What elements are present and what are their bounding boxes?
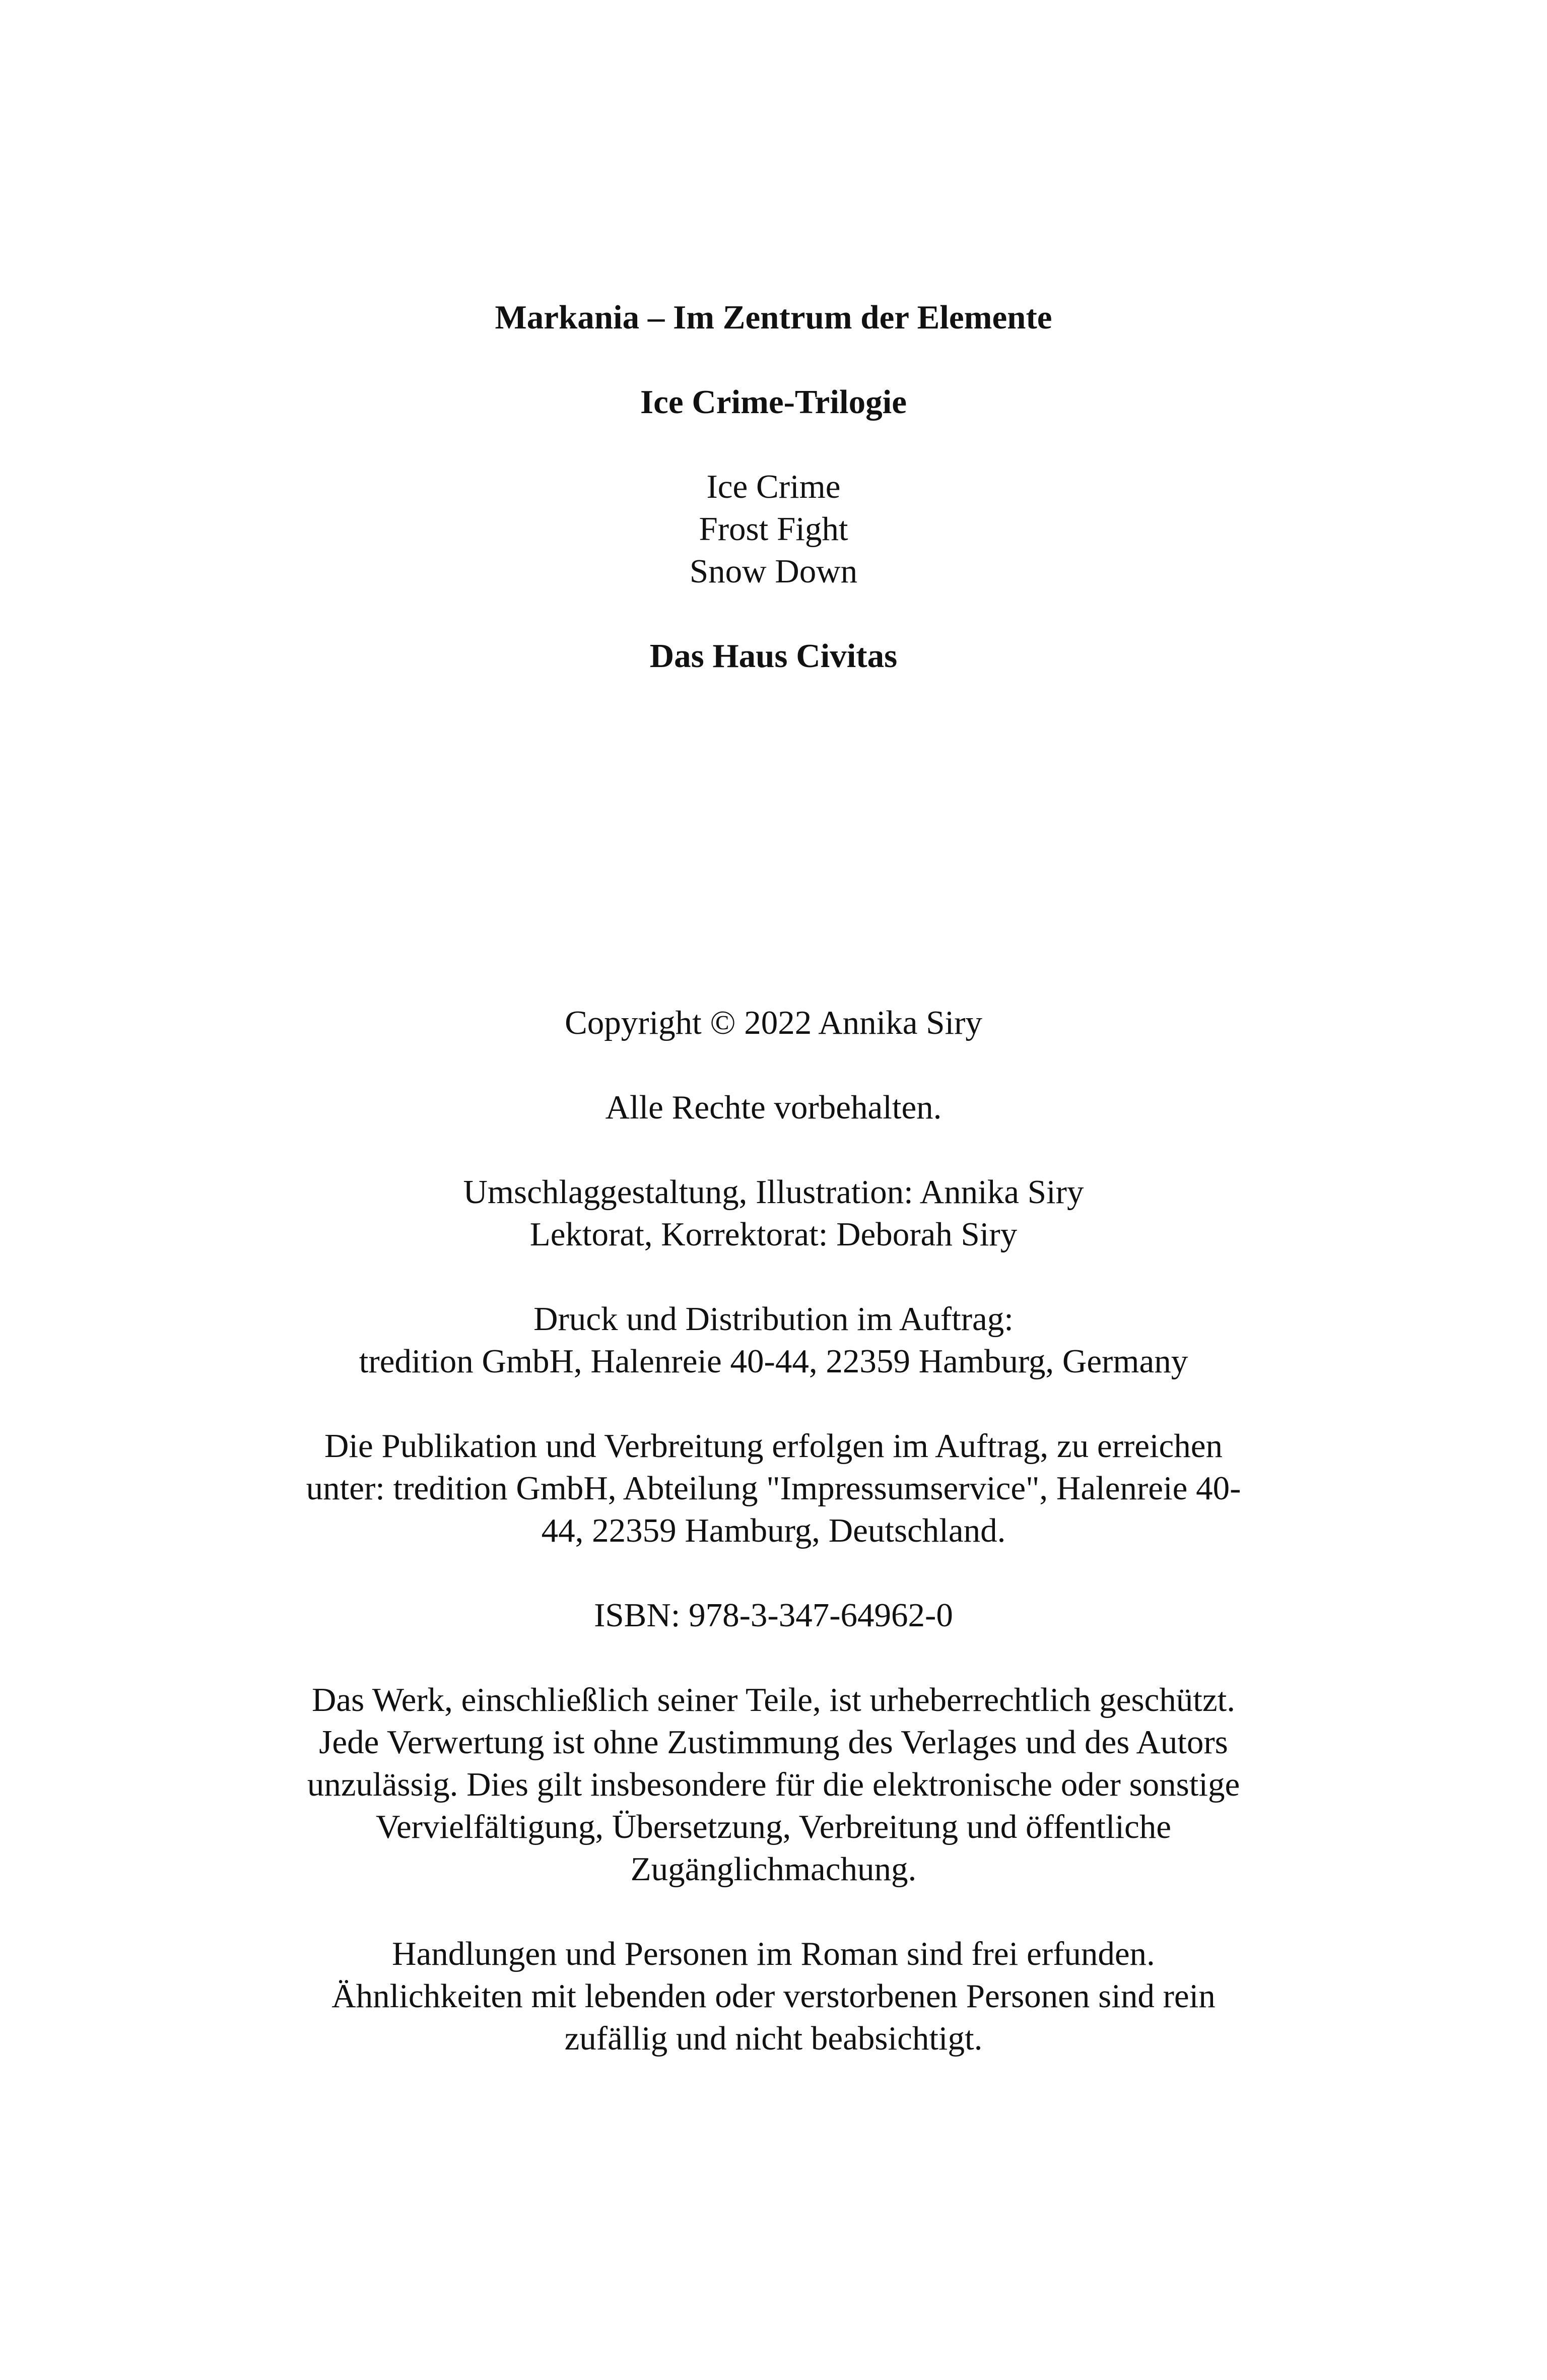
publication-line: Die Publikation und Verbreitung erfolgen im Auftrag, zu erreichen bbox=[324, 1427, 1223, 1465]
fiction-notice-line: Ähnlichkeiten mit lebenden oder verstorbenen Personen sind rein bbox=[331, 1977, 1216, 2015]
copyright-notice-line: Das Werk, einschließlich seiner Teile, ist urheberrechtlich geschützt. bbox=[311, 1681, 1235, 1718]
trilogy-heading: Ice Crime-Trilogie bbox=[640, 383, 907, 421]
isbn: ISBN: 978-3-347-64962-0 bbox=[594, 1597, 953, 1634]
rights-reserved: Alle Rechte vorbehalten. bbox=[605, 1089, 942, 1126]
credits-line: Lektorat, Korrektorat: Deborah Siry bbox=[529, 1216, 1018, 1253]
copyright-notice-line: Vervielfältigung, Übersetzung, Verbreitung und öffentliche bbox=[375, 1808, 1171, 1845]
series-title-markania: Markania – Im Zentrum der Elemente bbox=[495, 299, 1052, 336]
trilogy-book-title: Snow Down bbox=[689, 553, 858, 590]
fiction-notice-line: zufällig und nicht beabsichtigt. bbox=[564, 2020, 983, 2057]
publication-line: 44, 22359 Hamburg, Deutschland. bbox=[541, 1512, 1006, 1549]
publication-line: unter: tredition GmbH, Abteilung "Impressumservice", Halenreie 40- bbox=[306, 1470, 1241, 1507]
trilogy-book-title: Frost Fight bbox=[699, 510, 848, 548]
copyright-line: Copyright © 2022 Annika Siry bbox=[565, 1004, 982, 1041]
trilogy-book-title: Ice Crime bbox=[706, 468, 841, 505]
distribution-line: Druck und Distribution im Auftrag: bbox=[533, 1300, 1014, 1338]
copyright-notice-line: Jede Verwertung ist ohne Zustimmung des Verlages und des Autors bbox=[319, 1724, 1228, 1761]
title-das-haus-civitas: Das Haus Civitas bbox=[649, 637, 898, 675]
copyright-notice-line: Zugänglichmachung. bbox=[630, 1850, 917, 1888]
distribution-line: tredition GmbH, Halenreie 40-44, 22359 Hamburg, Germany bbox=[359, 1343, 1188, 1380]
fiction-notice-line: Handlungen und Personen im Roman sind frei erfunden. bbox=[392, 1935, 1155, 1972]
copyright-notice-line: unzulässig. Dies gilt insbesondere für die elektronische oder sonstige bbox=[307, 1766, 1240, 1803]
credits-line: Umschlaggestaltung, Illustration: Annika Siry bbox=[463, 1173, 1084, 1211]
